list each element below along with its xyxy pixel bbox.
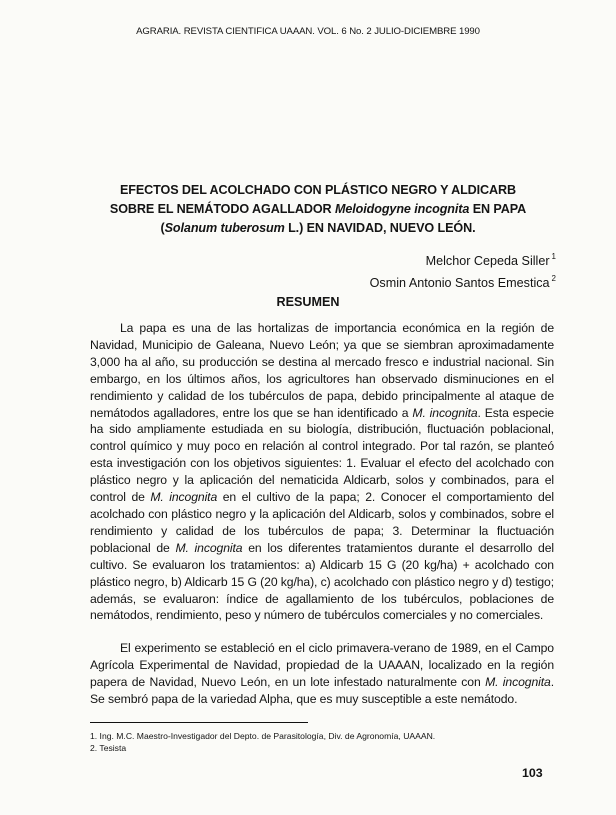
author-footnote-mark: 1 bbox=[551, 252, 556, 261]
abstract-paragraph-1 bbox=[90, 320, 554, 624]
paragraph-text: en el cultivo de la papa; 2. Conocer el comportamiento del acolchado con plástico negro y la aplicación del Aldicarb, solos y combinados, sobre el rendimiento y calidad de los tubérculos de papa; 3. Determinar la fluctuación poblacional de bbox=[90, 490, 555, 555]
title-species: Meloidogyne incognita bbox=[334, 202, 470, 216]
species-name: M. incognita bbox=[150, 490, 218, 505]
author bbox=[370, 248, 556, 270]
author-name: Melchor Cepeda Siller bbox=[425, 254, 550, 268]
running-head: AGRARIA. REVISTA CIENTIFICA UAAAN. VOL. 6 No. 2 JULIO-DICIEMBRE 1990 bbox=[136, 26, 480, 37]
paragraph-text: . Se sembró papa de la variedad Alpha, que es muy susceptible a este nemátodo. bbox=[90, 674, 554, 706]
title-species: Solanum tuberosum bbox=[164, 221, 285, 235]
title-text: L.) EN NAVIDAD, NUEVO LEÓN. bbox=[284, 221, 476, 235]
species-name: M. incognita bbox=[485, 674, 551, 689]
footnotes bbox=[90, 730, 560, 754]
title-line-1: EFECTOS DEL ACOLCHADO CON PLÁSTICO NEGRO Y ALDICARB bbox=[119, 183, 517, 197]
footnote: 1. Ing. M.C. Maestro-Investigador del Depto. de Parasitología, Div. de Agronomía, UAAAN. bbox=[90, 731, 436, 741]
title-text: ( bbox=[160, 221, 165, 235]
footnote-divider bbox=[90, 722, 308, 723]
abstract-heading: RESUMEN bbox=[276, 295, 340, 309]
author bbox=[370, 270, 556, 292]
paragraph-text: . Esta especie ha sido ampliamente estudiada en su biología, distribución, fluctuación poblacional, control químico y muy poco en relación al control integrado. Por tal razón, se planteó esta investigación con los objetivos siguientes: 1. Evaluar el efecto del acolchado con plástico negro y la aplicación del nematicida Aldicarb, solos y combinados, para el control de bbox=[90, 405, 554, 505]
species-name: M. incognita bbox=[175, 540, 243, 555]
title-line-3 bbox=[80, 219, 556, 238]
footnote: 2. Tesista bbox=[90, 743, 127, 753]
paragraph-text: La papa es una de las hortalizas de importancia económica en la región de Navidad, Municipio de Galeana, Nuevo León; ya que se siembran aproximadamente 3,000 ha al año, su producción se destina al mercado fresco e industrial nacional. Sin embargo, en los últimos años, los agricultores han observado disminuciones en el rendimiento y calidad de los tubérculos de papa, debido principalmente al ataque de nemátodos agalladores, entre los que se han identificado a bbox=[90, 321, 554, 420]
author-name: Osmin Antonio Santos Emestica bbox=[369, 276, 550, 290]
paragraph-text: El experimento se estableció en el ciclo primavera-verano de 1989, en el Campo Agrícola Experimental de Navidad, propiedad de la UAAAN, localizado en la región papera de Navidad, Nuevo León, en un lote infestado naturalmente con bbox=[90, 641, 554, 689]
author-list bbox=[370, 248, 556, 292]
species-name: M. incognita bbox=[412, 405, 478, 420]
title-text: EN PAPA bbox=[469, 202, 527, 216]
paragraph-text: en los diferentes tratamientos durante el desarrollo del cultivo. Se evaluaron los tratamientos: a) Aldicarb 15 G (20 kg/ha) + acolchado con plástico negro, b) Aldicarb 15 G (20 kg/ha), c) acolchado con plástico negro y d) testigo; además, se evaluaron: índice de agallamiento de los tubérculos, poblaciones de nemátodos, rendimiento, peso y número de tubérculos comerciales y no comerciales. bbox=[90, 540, 554, 623]
title-line-2 bbox=[80, 200, 556, 219]
article-title bbox=[80, 181, 556, 238]
page-number: 103 bbox=[522, 766, 543, 780]
author-footnote-mark: 2 bbox=[551, 274, 556, 283]
abstract-paragraph-2 bbox=[90, 640, 554, 708]
title-text: SOBRE EL NEMÁTODO AGALLADOR bbox=[109, 202, 335, 216]
